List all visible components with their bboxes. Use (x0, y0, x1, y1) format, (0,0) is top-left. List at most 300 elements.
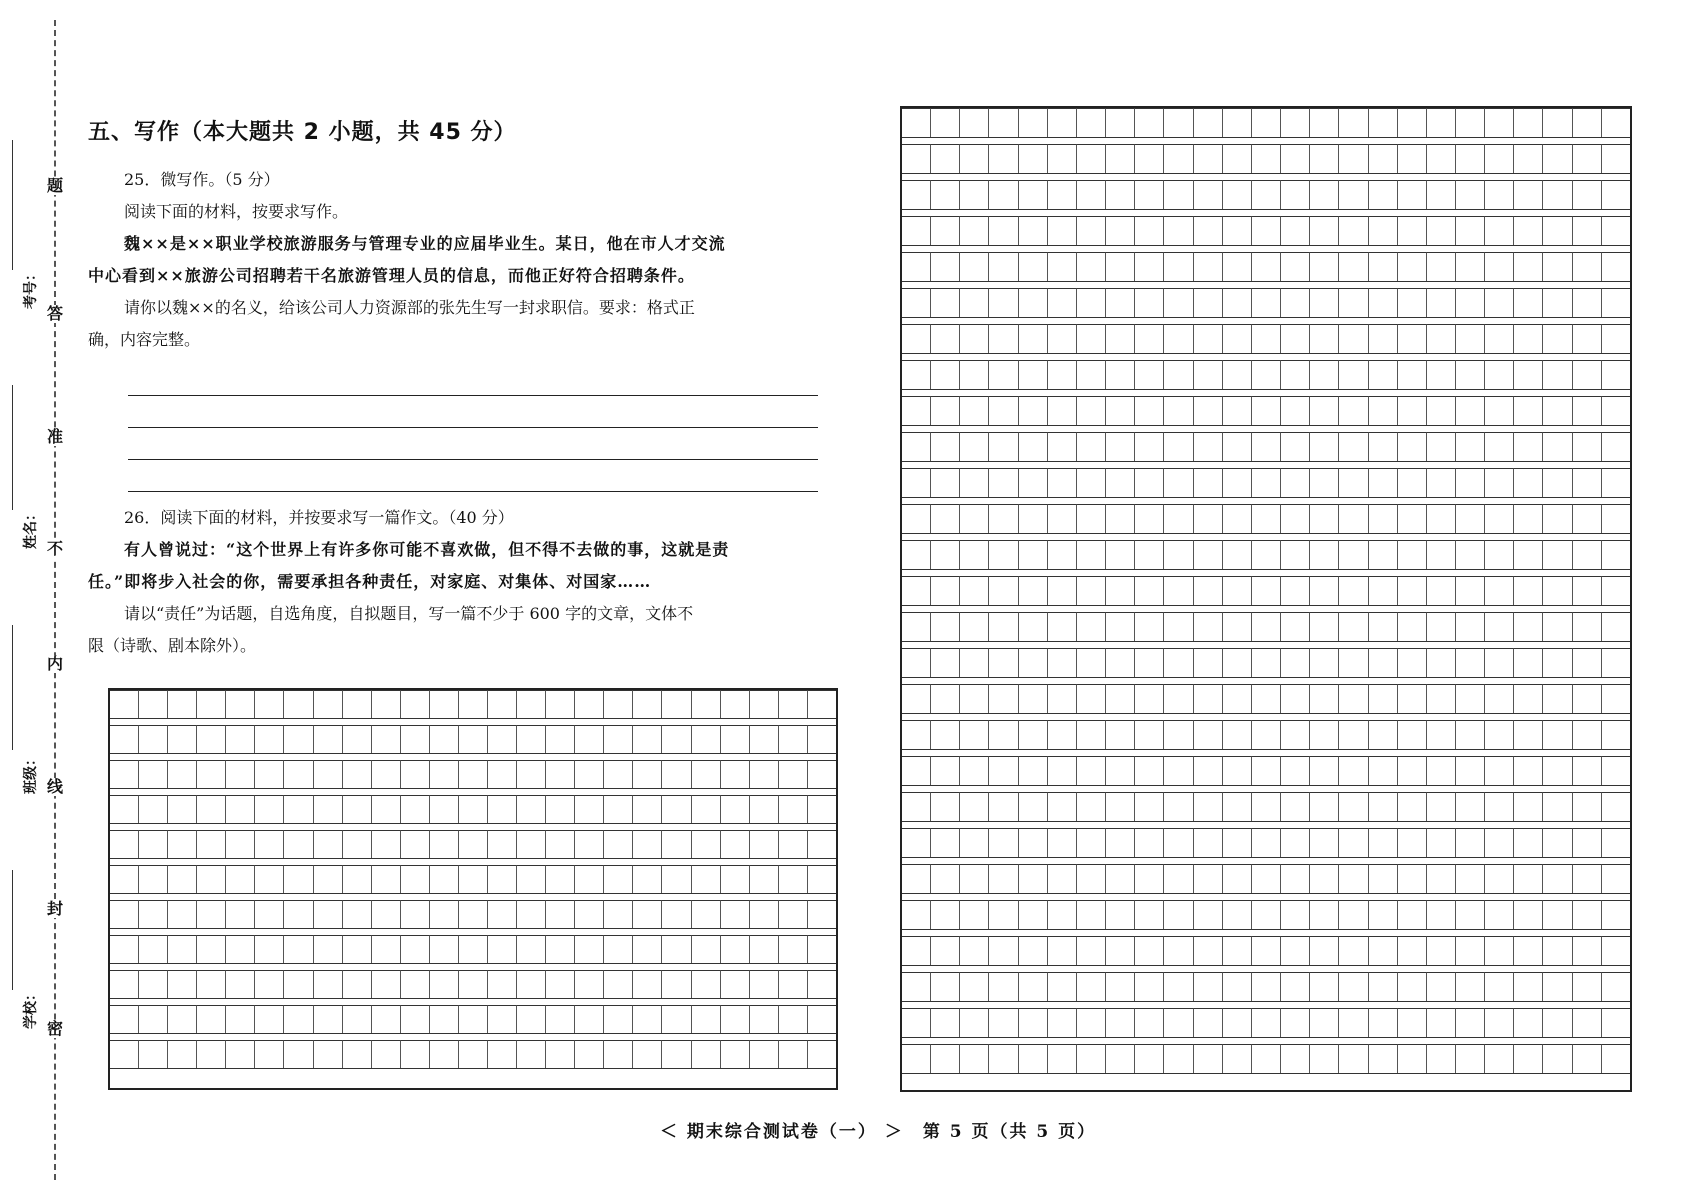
grid-cell[interactable] (1077, 468, 1106, 497)
grid-cell[interactable] (1310, 216, 1339, 245)
grid-cell[interactable] (1398, 1008, 1427, 1037)
grid-cell[interactable] (1048, 360, 1077, 389)
grid-cell[interactable] (1398, 612, 1427, 641)
grid-cell[interactable] (1106, 288, 1135, 317)
grid-cell[interactable] (1369, 684, 1398, 713)
grid-cell[interactable] (1456, 468, 1485, 497)
grid-cell[interactable] (197, 690, 226, 718)
grid-cell[interactable] (1281, 252, 1310, 281)
grid-cell[interactable] (960, 684, 989, 713)
grid-cell[interactable] (1456, 360, 1485, 389)
grid-cell[interactable] (1135, 720, 1164, 749)
grid-cell[interactable] (401, 935, 430, 963)
grid-cell[interactable] (1456, 684, 1485, 713)
grid-cell[interactable] (401, 725, 430, 753)
grid-cell[interactable] (1077, 684, 1106, 713)
grid-cell[interactable] (517, 970, 546, 998)
grid-cell[interactable] (1602, 216, 1630, 245)
grid-cell[interactable] (1485, 144, 1514, 173)
grid-cell[interactable] (1135, 576, 1164, 605)
grid-cell[interactable] (808, 725, 836, 753)
grid-cell[interactable] (1543, 252, 1572, 281)
grid-cell[interactable] (1398, 756, 1427, 785)
grid-cell[interactable] (604, 865, 633, 893)
grid-cell[interactable] (1048, 144, 1077, 173)
grid-cell[interactable] (1602, 864, 1630, 893)
grid-cell[interactable] (989, 108, 1018, 137)
grid-cell[interactable] (1223, 720, 1252, 749)
grid-cell[interactable] (931, 720, 960, 749)
grid-cell[interactable] (1573, 540, 1602, 569)
grid-cell[interactable] (902, 1044, 931, 1073)
grid-cell[interactable] (197, 760, 226, 788)
grid-cell[interactable] (1543, 936, 1572, 965)
grid-cell[interactable] (517, 935, 546, 963)
grid-cell[interactable] (1310, 648, 1339, 677)
grid-cell[interactable] (343, 865, 372, 893)
grid-cell[interactable] (1106, 324, 1135, 353)
grid-cell[interactable] (931, 612, 960, 641)
grid-cell[interactable] (1573, 144, 1602, 173)
grid-cell[interactable] (168, 760, 197, 788)
grid-cell[interactable] (1602, 324, 1630, 353)
grid-cell[interactable] (1602, 576, 1630, 605)
grid-cell[interactable] (960, 792, 989, 821)
grid-cell[interactable] (459, 830, 488, 858)
grid-cell[interactable] (1164, 360, 1193, 389)
grid-cell[interactable] (1077, 972, 1106, 1001)
grid-cell[interactable] (931, 288, 960, 317)
grid-cell[interactable] (314, 830, 343, 858)
grid-cell[interactable] (1194, 216, 1223, 245)
grid-cell[interactable] (1573, 288, 1602, 317)
grid-cell[interactable] (1048, 720, 1077, 749)
grid-cell[interactable] (633, 1005, 662, 1033)
grid-cell[interactable] (750, 935, 779, 963)
grid-cell[interactable] (401, 690, 430, 718)
grid-cell[interactable] (633, 760, 662, 788)
grid-cell[interactable] (1194, 432, 1223, 461)
grid-cell[interactable] (989, 756, 1018, 785)
grid-cell[interactable] (1573, 432, 1602, 461)
grid-cell[interactable] (110, 725, 139, 753)
grid-cell[interactable] (1369, 864, 1398, 893)
grid-cell[interactable] (1339, 864, 1368, 893)
grid-cell[interactable] (430, 830, 459, 858)
grid-cell[interactable] (750, 970, 779, 998)
grid-cell[interactable] (226, 760, 255, 788)
grid-cell[interactable] (931, 756, 960, 785)
grid-cell[interactable] (633, 690, 662, 718)
grid-cell[interactable] (197, 1005, 226, 1033)
grid-cell[interactable] (1194, 684, 1223, 713)
grid-cell[interactable] (1135, 252, 1164, 281)
grid-cell[interactable] (401, 830, 430, 858)
grid-cell[interactable] (633, 865, 662, 893)
grid-cell[interactable] (1281, 792, 1310, 821)
grid-cell[interactable] (1252, 504, 1281, 533)
grid-cell[interactable] (1048, 828, 1077, 857)
grid-cell[interactable] (902, 936, 931, 965)
grid-cell[interactable] (1543, 216, 1572, 245)
grid-cell[interactable] (110, 865, 139, 893)
grid-cell[interactable] (1543, 576, 1572, 605)
grid-cell[interactable] (1194, 504, 1223, 533)
grid-cell[interactable] (575, 830, 604, 858)
grid-cell[interactable] (1427, 720, 1456, 749)
grid-cell[interactable] (1543, 396, 1572, 425)
grid-cell[interactable] (110, 900, 139, 928)
answer-line[interactable] (128, 428, 818, 460)
grid-cell[interactable] (1252, 576, 1281, 605)
grid-cell[interactable] (1252, 1008, 1281, 1037)
grid-cell[interactable] (1398, 324, 1427, 353)
grid-cell[interactable] (1602, 936, 1630, 965)
grid-cell[interactable] (808, 795, 836, 823)
grid-cell[interactable] (1456, 720, 1485, 749)
grid-cell[interactable] (1164, 972, 1193, 1001)
grid-cell[interactable] (1252, 432, 1281, 461)
grid-cell[interactable] (1310, 144, 1339, 173)
grid-cell[interactable] (372, 865, 401, 893)
grid-cell[interactable] (1369, 432, 1398, 461)
grid-cell[interactable] (1077, 396, 1106, 425)
grid-cell[interactable] (1252, 468, 1281, 497)
grid-cell[interactable] (1602, 756, 1630, 785)
grid-cell[interactable] (989, 900, 1018, 929)
grid-cell[interactable] (1106, 648, 1135, 677)
grid-cell[interactable] (1543, 180, 1572, 209)
grid-cell[interactable] (1223, 936, 1252, 965)
grid-cell[interactable] (401, 795, 430, 823)
grid-cell[interactable] (1310, 792, 1339, 821)
grid-cell[interactable] (1339, 720, 1368, 749)
grid-cell[interactable] (1019, 720, 1048, 749)
grid-cell[interactable] (1485, 828, 1514, 857)
grid-cell[interactable] (1339, 180, 1368, 209)
grid-cell[interactable] (1339, 684, 1368, 713)
grid-cell[interactable] (1194, 576, 1223, 605)
grid-cell[interactable] (1019, 612, 1048, 641)
grid-cell[interactable] (1019, 972, 1048, 1001)
grid-cell[interactable] (1310, 324, 1339, 353)
grid-cell[interactable] (343, 970, 372, 998)
grid-cell[interactable] (1456, 504, 1485, 533)
grid-cell[interactable] (1164, 720, 1193, 749)
grid-cell[interactable] (1135, 792, 1164, 821)
grid-cell[interactable] (1543, 972, 1572, 1001)
grid-cell[interactable] (1019, 864, 1048, 893)
grid-cell[interactable] (779, 760, 808, 788)
grid-cell[interactable] (1369, 216, 1398, 245)
grid-cell[interactable] (372, 1005, 401, 1033)
grid-cell[interactable] (1514, 936, 1543, 965)
grid-cell[interactable] (1485, 396, 1514, 425)
grid-cell[interactable] (1164, 900, 1193, 929)
grid-cell[interactable] (1602, 468, 1630, 497)
grid-cell[interactable] (931, 936, 960, 965)
grid-cell[interactable] (779, 795, 808, 823)
grid-cell[interactable] (1573, 720, 1602, 749)
grid-cell[interactable] (1514, 648, 1543, 677)
grid-cell[interactable] (721, 935, 750, 963)
grid-cell[interactable] (314, 725, 343, 753)
grid-cell[interactable] (1077, 612, 1106, 641)
grid-cell[interactable] (1077, 504, 1106, 533)
grid-cell[interactable] (1281, 144, 1310, 173)
grid-cell[interactable] (1398, 648, 1427, 677)
grid-cell[interactable] (1281, 1008, 1310, 1037)
grid-cell[interactable] (488, 970, 517, 998)
grid-cell[interactable] (1485, 432, 1514, 461)
grid-cell[interactable] (1339, 972, 1368, 1001)
grid-cell[interactable] (1310, 1044, 1339, 1073)
grid-cell[interactable] (1252, 360, 1281, 389)
grid-cell[interactable] (430, 690, 459, 718)
grid-cell[interactable] (1427, 648, 1456, 677)
grid-cell[interactable] (1135, 900, 1164, 929)
grid-cell[interactable] (1194, 396, 1223, 425)
grid-cell[interactable] (902, 720, 931, 749)
grid-cell[interactable] (808, 970, 836, 998)
grid-cell[interactable] (721, 725, 750, 753)
grid-cell[interactable] (1281, 720, 1310, 749)
grid-cell[interactable] (1019, 1044, 1048, 1073)
grid-cell[interactable] (931, 216, 960, 245)
grid-cell[interactable] (662, 760, 691, 788)
grid-cell[interactable] (1485, 900, 1514, 929)
grid-cell[interactable] (1427, 612, 1456, 641)
grid-cell[interactable] (1048, 324, 1077, 353)
grid-cell[interactable] (1543, 684, 1572, 713)
grid-cell[interactable] (1252, 936, 1281, 965)
grid-cell[interactable] (255, 865, 284, 893)
grid-cell[interactable] (1514, 324, 1543, 353)
grid-cell[interactable] (314, 900, 343, 928)
grid-cell[interactable] (989, 972, 1018, 1001)
grid-cell[interactable] (1339, 612, 1368, 641)
grid-cell[interactable] (931, 324, 960, 353)
grid-cell[interactable] (989, 216, 1018, 245)
grid-cell[interactable] (808, 1040, 836, 1068)
grid-cell[interactable] (575, 865, 604, 893)
grid-cell[interactable] (1048, 108, 1077, 137)
grid-cell[interactable] (459, 1005, 488, 1033)
grid-cell[interactable] (372, 795, 401, 823)
grid-cell[interactable] (989, 792, 1018, 821)
grid-cell[interactable] (931, 972, 960, 1001)
grid-cell[interactable] (1019, 288, 1048, 317)
grid-cell[interactable] (1573, 1008, 1602, 1037)
grid-cell[interactable] (314, 935, 343, 963)
grid-cell[interactable] (1543, 324, 1572, 353)
grid-cell[interactable] (110, 970, 139, 998)
grid-cell[interactable] (343, 1040, 372, 1068)
grid-cell[interactable] (1164, 864, 1193, 893)
grid-cell[interactable] (808, 900, 836, 928)
grid-cell[interactable] (1543, 792, 1572, 821)
grid-cell[interactable] (488, 830, 517, 858)
grid-cell[interactable] (1106, 396, 1135, 425)
grid-cell[interactable] (1602, 972, 1630, 1001)
grid-cell[interactable] (284, 795, 313, 823)
grid-cell[interactable] (1223, 504, 1252, 533)
grid-cell[interactable] (1369, 360, 1398, 389)
grid-cell[interactable] (1310, 180, 1339, 209)
grid-cell[interactable] (1310, 900, 1339, 929)
grid-cell[interactable] (1427, 936, 1456, 965)
grid-cell[interactable] (1077, 180, 1106, 209)
grid-cell[interactable] (960, 504, 989, 533)
grid-cell[interactable] (779, 935, 808, 963)
grid-cell[interactable] (1194, 720, 1223, 749)
grid-cell[interactable] (633, 900, 662, 928)
grid-cell[interactable] (1543, 1044, 1572, 1073)
grid-cell[interactable] (401, 970, 430, 998)
grid-cell[interactable] (226, 725, 255, 753)
grid-cell[interactable] (168, 970, 197, 998)
grid-cell[interactable] (989, 540, 1018, 569)
grid-cell[interactable] (1281, 180, 1310, 209)
grid-cell[interactable] (1339, 360, 1368, 389)
grid-cell[interactable] (692, 690, 721, 718)
school-field[interactable] (20, 987, 42, 1029)
grid-cell[interactable] (1252, 324, 1281, 353)
grid-cell[interactable] (488, 900, 517, 928)
grid-cell[interactable] (1281, 468, 1310, 497)
grid-cell[interactable] (1427, 540, 1456, 569)
grid-cell[interactable] (1310, 108, 1339, 137)
grid-cell[interactable] (197, 935, 226, 963)
grid-cell[interactable] (1135, 324, 1164, 353)
grid-cell[interactable] (1252, 540, 1281, 569)
grid-cell[interactable] (1573, 792, 1602, 821)
grid-cell[interactable] (750, 725, 779, 753)
grid-cell[interactable] (1135, 288, 1164, 317)
grid-cell[interactable] (1427, 1008, 1456, 1037)
grid-cell[interactable] (1398, 972, 1427, 1001)
grid-cell[interactable] (226, 935, 255, 963)
grid-cell[interactable] (430, 795, 459, 823)
grid-cell[interactable] (1252, 684, 1281, 713)
grid-cell[interactable] (1281, 936, 1310, 965)
grid-cell[interactable] (1135, 828, 1164, 857)
grid-cell[interactable] (1048, 288, 1077, 317)
grid-cell[interactable] (989, 936, 1018, 965)
grid-cell[interactable] (284, 760, 313, 788)
grid-cell[interactable] (1135, 360, 1164, 389)
q25-answer-area[interactable] (128, 364, 818, 492)
grid-cell[interactable] (1543, 648, 1572, 677)
grid-cell[interactable] (459, 865, 488, 893)
grid-cell[interactable] (604, 830, 633, 858)
grid-cell[interactable] (1514, 828, 1543, 857)
grid-cell[interactable] (808, 865, 836, 893)
grid-cell[interactable] (1048, 864, 1077, 893)
grid-cell[interactable] (255, 900, 284, 928)
grid-cell[interactable] (1281, 108, 1310, 137)
grid-cell[interactable] (459, 1040, 488, 1068)
grid-cell[interactable] (1398, 540, 1427, 569)
grid-cell[interactable] (430, 1040, 459, 1068)
grid-cell[interactable] (517, 690, 546, 718)
grid-cell[interactable] (902, 252, 931, 281)
grid-cell[interactable] (1485, 720, 1514, 749)
grid-cell[interactable] (575, 1005, 604, 1033)
grid-cell[interactable] (1602, 396, 1630, 425)
grid-cell[interactable] (721, 900, 750, 928)
grid-cell[interactable] (1602, 828, 1630, 857)
grid-cell[interactable] (1369, 612, 1398, 641)
grid-cell[interactable] (1543, 720, 1572, 749)
grid-cell[interactable] (517, 900, 546, 928)
grid-cell[interactable] (1223, 324, 1252, 353)
grid-cell[interactable] (1281, 432, 1310, 461)
grid-cell[interactable] (1369, 180, 1398, 209)
grid-cell[interactable] (1310, 396, 1339, 425)
grid-cell[interactable] (931, 684, 960, 713)
grid-cell[interactable] (1369, 252, 1398, 281)
grid-cell[interactable] (902, 504, 931, 533)
grid-cell[interactable] (1164, 432, 1193, 461)
grid-cell[interactable] (1456, 252, 1485, 281)
grid-cell[interactable] (989, 288, 1018, 317)
grid-cell[interactable] (1485, 612, 1514, 641)
grid-cell[interactable] (284, 900, 313, 928)
grid-cell[interactable] (633, 935, 662, 963)
grid-cell[interactable] (1135, 864, 1164, 893)
grid-cell[interactable] (1485, 792, 1514, 821)
grid-cell[interactable] (459, 970, 488, 998)
grid-cell[interactable] (1019, 540, 1048, 569)
grid-cell[interactable] (1164, 108, 1193, 137)
grid-cell[interactable] (1019, 180, 1048, 209)
grid-cell[interactable] (1019, 756, 1048, 785)
grid-cell[interactable] (1427, 216, 1456, 245)
grid-cell[interactable] (1602, 648, 1630, 677)
grid-cell[interactable] (1135, 1044, 1164, 1073)
grid-cell[interactable] (1048, 900, 1077, 929)
grid-cell[interactable] (1019, 504, 1048, 533)
grid-cell[interactable] (902, 216, 931, 245)
essay-grid-right[interactable] (900, 106, 1632, 1092)
grid-cell[interactable] (1223, 288, 1252, 317)
grid-cell[interactable] (197, 830, 226, 858)
grid-cell[interactable] (546, 900, 575, 928)
grid-cell[interactable] (1543, 504, 1572, 533)
grid-cell[interactable] (1194, 936, 1223, 965)
grid-cell[interactable] (1194, 792, 1223, 821)
grid-cell[interactable] (1077, 108, 1106, 137)
grid-cell[interactable] (255, 1005, 284, 1033)
grid-cell[interactable] (1427, 828, 1456, 857)
grid-cell[interactable] (1194, 180, 1223, 209)
grid-cell[interactable] (721, 830, 750, 858)
grid-cell[interactable] (1339, 1008, 1368, 1037)
grid-cell[interactable] (1252, 144, 1281, 173)
grid-cell[interactable] (459, 690, 488, 718)
grid-cell[interactable] (604, 795, 633, 823)
grid-cell[interactable] (604, 1005, 633, 1033)
grid-cell[interactable] (1019, 324, 1048, 353)
grid-cell[interactable] (1602, 1008, 1630, 1037)
grid-cell[interactable] (604, 725, 633, 753)
grid-cell[interactable] (1252, 864, 1281, 893)
grid-cell[interactable] (902, 144, 931, 173)
grid-cell[interactable] (1077, 252, 1106, 281)
grid-cell[interactable] (902, 396, 931, 425)
grid-cell[interactable] (1164, 396, 1193, 425)
